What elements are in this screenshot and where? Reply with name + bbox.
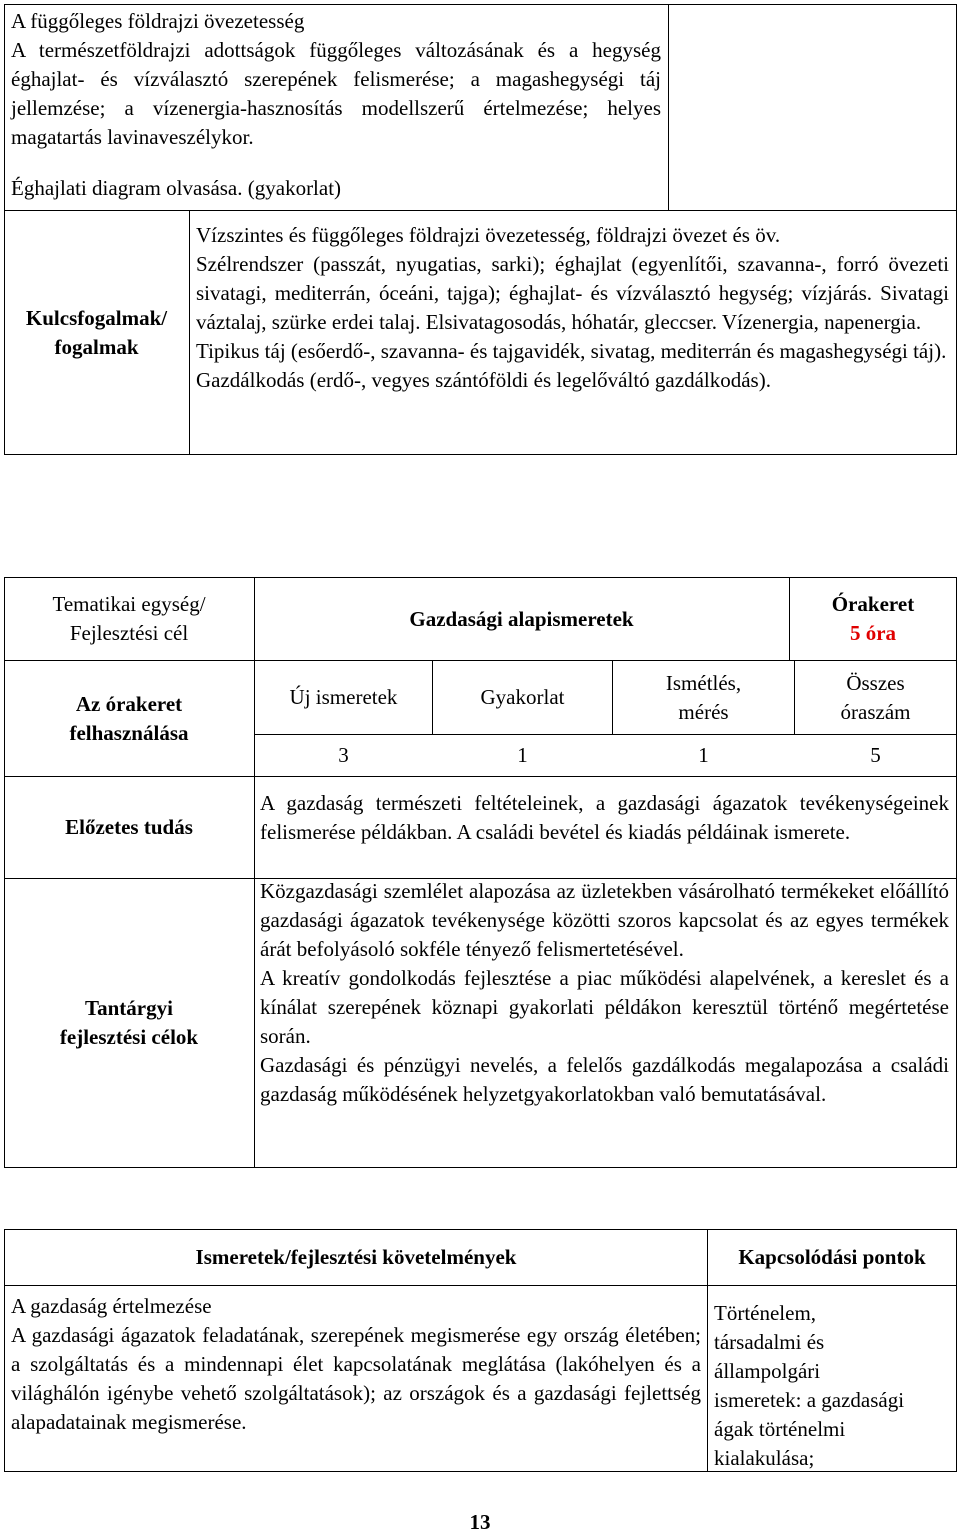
links-header: Kapcsolódási pontok [738,1245,926,1269]
val-review: 1 [698,743,709,767]
page-number: 13 [469,1510,491,1534]
key-concepts-p4: Gazdálkodás (erdő-, vegyes szántóföldi és legelőváltó gazdálkodás). [196,368,771,392]
usage-label: Az órakeret felhasználása [69,691,189,745]
hours-cell [790,578,956,660]
col-practice: Gyakorlat [480,685,565,709]
hours-value: 5 óra [849,621,897,645]
hours-label: Órakeret [831,592,915,616]
topic-content [11,7,661,203]
topic-description: A természetföldrajzi adottságok függőleges változásának és a hegység éghajlat- és vízválasztó szerepének felismerése; a magashegységi táj jellemzése; a vízenergia-hasznosítás modellszerű értelmezése; helyes magatartás lavinaveszélykor. [11,38,661,149]
col-total: Összes óraszám [840,670,911,724]
col-review: Ismétlés, mérés [665,670,742,724]
val-practice: 1 [517,743,528,767]
requirements-text: A gazdasági ágazatok feladatának, szerepének megismerése egy ország életében; a szolgáltatás és a mindennapi élet kapcsolatának meglátása (lakóhelyen és a világhálón igénybe vehető szolgáltatások); az országok és a gazdasági fejlettség alapadatainak megismerése. [11,1323,701,1434]
key-concepts-p2: Szélrendszer (passzát, nyugatias, sarki); éghajlat (egyenlítői, szavanna-, forró övezeti sivatagi, mediterrán, óceáni, tajga); éghajlat- és vízválasztó hegység; vízjárás. Sivatagi váztalaj, szürke erdei talaj. Elsivatagosodás, hóhatár, gleccser. Vízenergia, napenergia. [196,252,949,334]
prior-knowledge-label: Előzetes tudás [65,815,193,839]
key-concepts-label: Kulcsfogalmak/ fogalmak [25,305,168,359]
key-concepts-p3: Tipikus táj (esőerdő-, szavanna- és tajgavidék, sivatag, mediterrán és magashegységi táj). [196,339,947,363]
prior-knowledge-text: A gazdaság természeti feltételeinek, a gazdasági ágazatok tevékenységeinek felismerése példákban. A családi bevétel és kiadás példáinak ismerete. [260,791,949,844]
requirements-title: A gazdaság értelmezése [11,1294,212,1318]
development-goals-text [260,877,949,1109]
col-new-knowledge: Új ismeretek [289,685,398,709]
development-goals-label: Tantárgyi fejlesztési célok [59,996,199,1049]
goals-p3: Gazdasági és pénzügyi nevelés, a felelős gazdálkodás megalapozása a családi gazdaság működésének helyzetgyakorlatokban való bemutatásával. [260,1053,949,1106]
requirements-content [11,1292,701,1437]
topic-divider-right [668,4,669,211]
unit-title: Gazdasági alapismeretek [409,606,634,631]
val-new-knowledge: 3 [338,743,349,767]
topic-practice: Éghajlati diagram olvasása. (gyakorlat) [11,176,342,200]
unit-label: Tematikai egység/ Fejlesztési cél [52,592,206,645]
goals-p2: A kreatív gondolkodás fejlesztése a piac működési alapelvének, a kereslet és a kínálat szerepének köznapi gyakorlati példákon keresztül történő megértetése során. [260,966,949,1048]
requirements-header: Ismeretek/fejlesztési követelmények [195,1245,517,1269]
key-concepts-p1: Vízszintes és függőleges földrajzi övezetesség, földrajzi övezet és öv. [196,223,781,247]
goals-p1: Közgazdasági szemlélet alapozása az üzletekben vásárolható termékeket előállító gazdasági ágazatok tevékenysége közötti szoros kapcsolat és az egyes termékek árát befolyásoló sokféle tényező felismertetésével. [260,879,949,961]
concepts-divider [189,210,190,455]
topic-title: A függőleges földrajzi övezetesség [11,9,305,33]
requirements-header-divider [4,1285,957,1286]
key-concepts-text [196,221,949,395]
val-total: 5 [870,743,881,767]
links-content: Történelem, társadalmi és állampolgári ismeretek: a gazdasági ágak történelmi kialakulása; [714,1301,905,1470]
